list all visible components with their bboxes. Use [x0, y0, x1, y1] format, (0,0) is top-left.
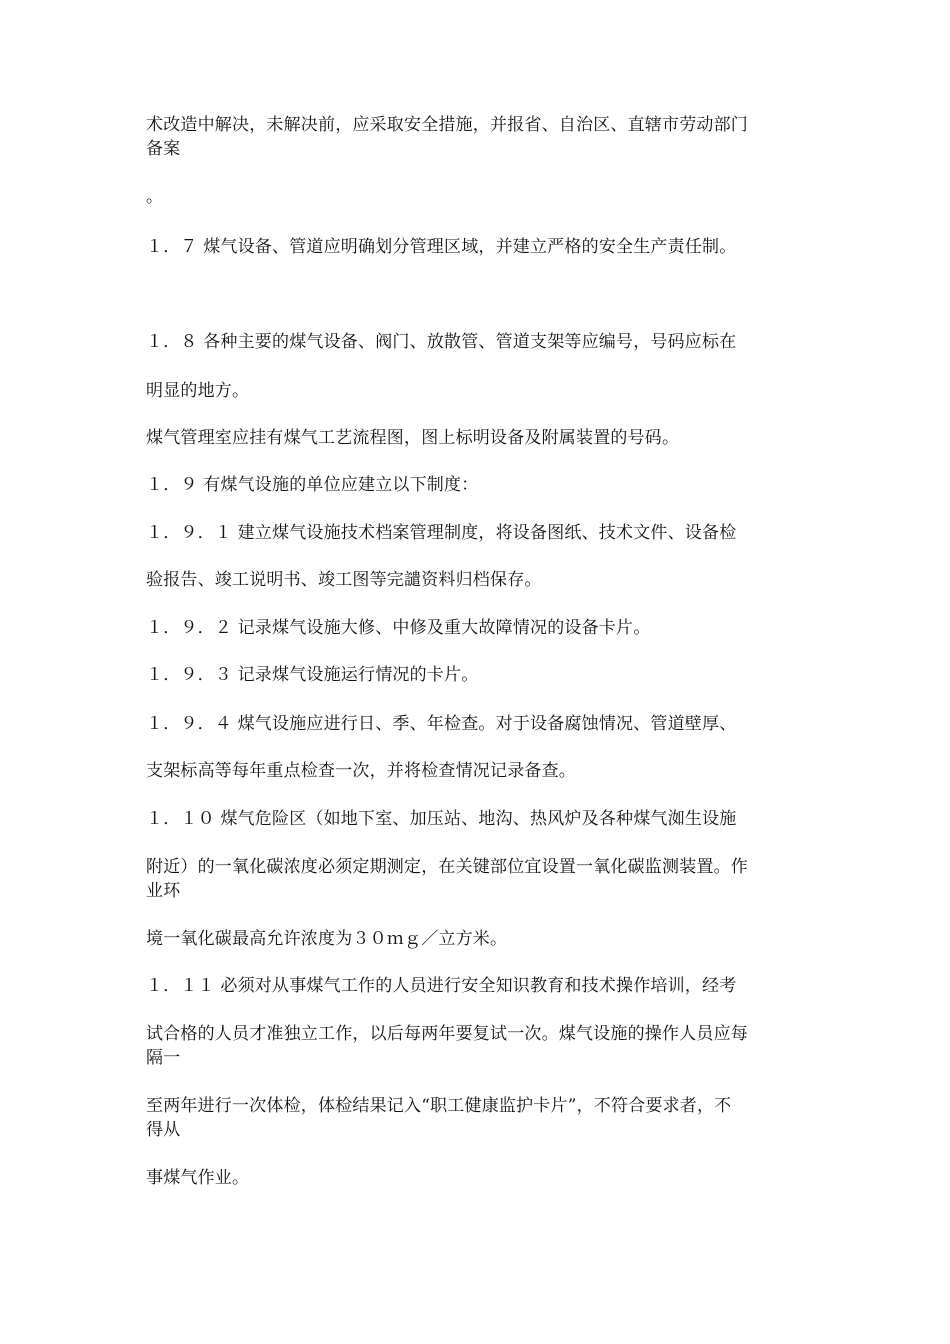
- text-line: １．１１ 必须对从事煤气工作的人员进行安全知识教育和技术操作培训，经考: [146, 976, 737, 996]
- text-line: 验报告、竣工说明书、竣工图等完譴资料归档保存。: [146, 570, 542, 590]
- text-line: 得从: [146, 1120, 181, 1140]
- text-line: 业环: [146, 881, 181, 901]
- text-line: １．８ 各种主要的煤气设备、阀门、放散管、管道支架等应编号，号码应标在: [146, 332, 737, 352]
- text-line: 备案: [146, 139, 181, 159]
- text-line: 支架标高等每年重点检查一次，并将检查情况记录备查。: [146, 761, 576, 781]
- text-line: 。: [146, 187, 164, 207]
- text-line: １．９．３ 记录煤气设施运行情况的卡片。: [146, 665, 479, 685]
- text-line: １．９．４ 煤气设施应进行日、季、年检查。对于设备腐蚀情况、管道壁厚、: [146, 714, 737, 734]
- text-line: 隔一: [146, 1048, 181, 1068]
- text-line: 煤气管理室应挂有煤气工艺流程图，图上标明设备及附属装置的号码。: [146, 428, 680, 448]
- text-line: １．９．１ 建立煤气设施技术档案管理制度，将设备图纸、技术文件、设备检: [146, 523, 737, 543]
- text-line: １．７ 煤气设备、管道应明确划分管理区域，并建立严格的安全生产责任制。: [146, 237, 737, 257]
- text-line: 术改造中解决，未解决前，应采取安全措施，并报省、自治区、直辖市劳动部门: [146, 115, 748, 135]
- text-line: １．９．２ 记录煤气设施大修、中修及重大故障情况的设备卡片。: [146, 618, 651, 638]
- text-line: 明显的地方。: [146, 381, 250, 401]
- text-line: 至两年进行一次体检，体检结果记入“职工健康监护卡片”，不符合要求者，不: [146, 1096, 732, 1116]
- text-line: １．１０ 煤气危险区（如地下室、加压站、地沟、热风炉及各种煤气洳生设施: [146, 809, 737, 829]
- text-line: 境一氧化碳最高允许浓度为３０ｍｇ／立方米。: [146, 929, 508, 949]
- text-line: 事煤气作业。: [146, 1168, 250, 1188]
- text-line: 附近）的一氧化碳浓度必须定期测定，在关键部位宜设置一氧化碳监测装置。作: [146, 857, 748, 877]
- text-line: １．９ 有煤气设施的单位应建立以下制度：: [146, 475, 479, 495]
- text-line: 试合格的人员才准独立工作，以后每两年要复试一次。煤气设施的操作人员应每: [146, 1024, 748, 1044]
